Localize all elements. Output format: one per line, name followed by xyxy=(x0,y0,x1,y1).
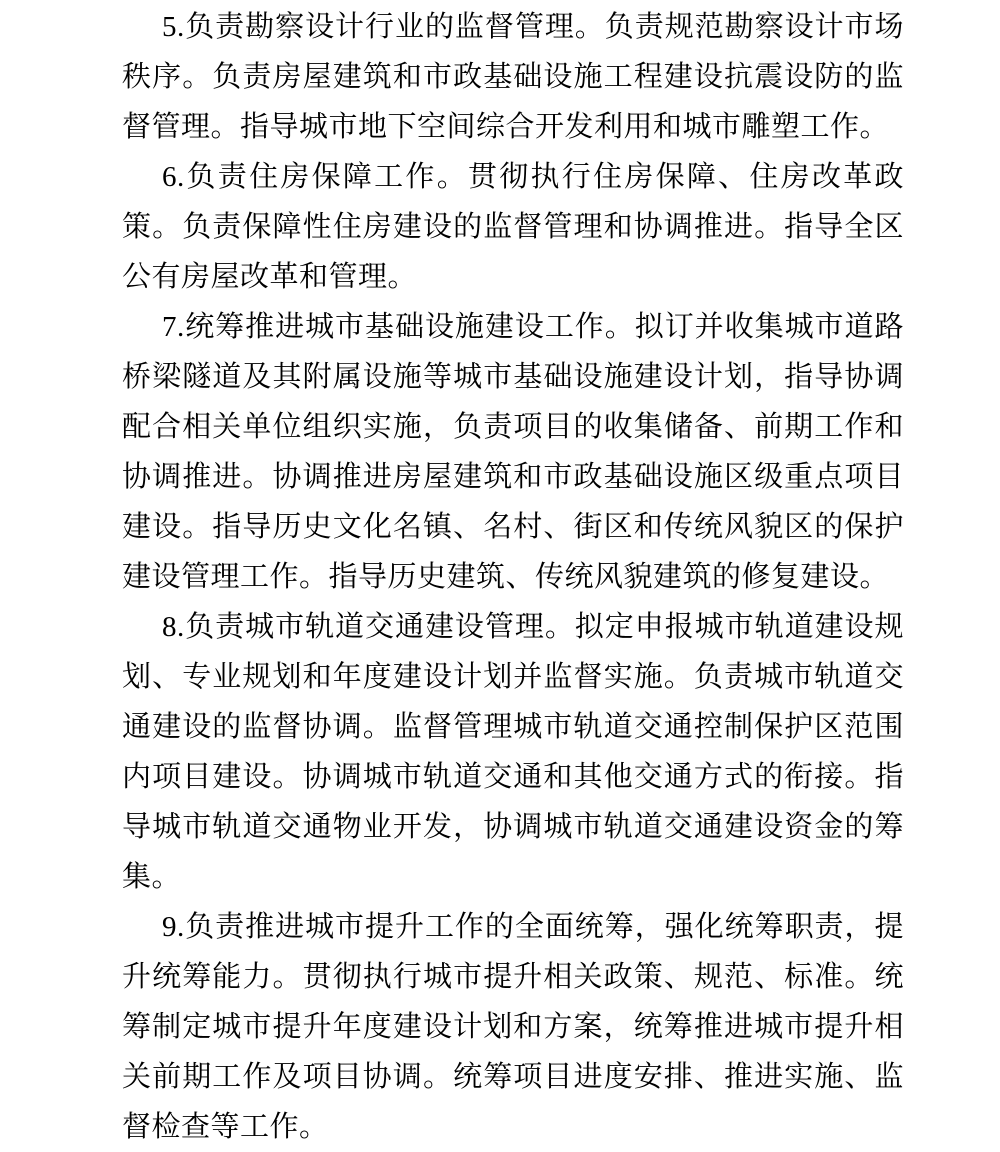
paragraph-item-8: 8.负责城市轨道交通建设管理。拟定申报城市轨道建设规划、专业规划和年度建设计划并监督实施。负责城市轨道交通建设的监督协调。监督管理城市轨道交通控制保护区范围内项目建设。协调城市轨道交通和其他交通方式的衔接。指导城市轨道交通物业开发，协调城市轨道交通建设资金的筹集。 xyxy=(122,611,904,893)
paragraph-item-9: 9.负责推进城市提升工作的全面统筹，强化统筹职责，提升统筹能力。贯彻执行城市提升相关政策、规范、标准。统筹制定城市提升年度建设计划和方案，统筹推进城市提升相关前期工作及项目协调。统筹项目进度安排、推进实施、监督检查等工作。 xyxy=(122,911,904,1143)
paragraph-item-7: 7.统筹推进城市基础设施建设工作。拟订并收集城市道路桥梁隧道及其附属设施等城市基础设施建设计划，指导协调配合相关单位组织实施，负责项目的收集储备、前期工作和协调推进。协调推进房屋建筑和市政基础设施区级重点项目建设。指导历史文化名镇、名村、街区和传统风貌区的保护建设管理工作。指导历史建筑、传统风貌建筑的修复建设。 xyxy=(122,311,904,593)
document-body xyxy=(122,2,904,1152)
paragraph-item-6: 6.负责住房保障工作。贯彻执行住房保障、住房改革政策。负责保障性住房建设的监督管理和协调推进。指导全区公有房屋改革和管理。 xyxy=(122,161,904,293)
paragraph-item-5: 5.负责勘察设计行业的监督管理。负责规范勘察设计市场秩序。负责房屋建筑和市政基础设施工程建设抗震设防的监督管理。指导城市地下空间综合开发利用和城市雕塑工作。 xyxy=(122,11,904,143)
